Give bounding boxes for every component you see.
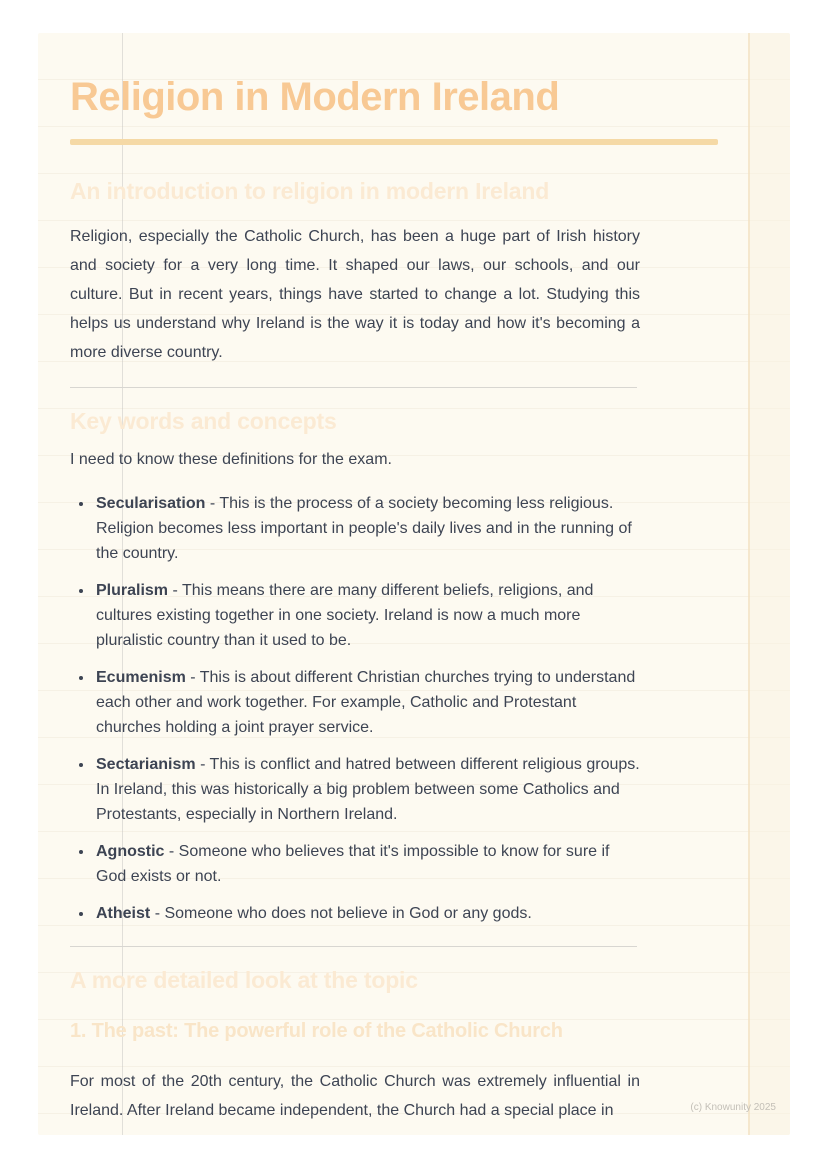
term-label: Atheist [96,905,151,922]
title-divider [70,139,718,145]
list-item-atheist [94,901,640,926]
section-keywords [70,408,758,926]
keywords-lead: I need to know these definitions for the exam. [70,451,392,468]
document-page [38,33,790,1135]
section-heading-detailed: A more detailed look at the topic [70,967,418,993]
document-content [70,75,758,1125]
list-item-agnostic [94,839,640,889]
section-divider [70,946,637,947]
list-item-pluralism [94,578,640,653]
term-label: Pluralism [96,582,169,599]
page-title: Religion in Modern Ireland [70,75,560,119]
intro-paragraph: Religion, especially the Catholic Church, has been a huge part of Irish history and society for a very long time. It shaped our laws, our schools, and our culture. But in recent years, things have started to change a lot. Studying this helps us understand why Ireland is the way it is today and how it's becoming a more diverse country. [70,228,640,361]
term-definition: - Someone who does not believe in God or any gods. [154,905,532,922]
list-item-ecumenism [94,665,640,740]
subsection-heading-past: 1. The past: The powerful role of the Catholic Church [70,1020,563,1042]
term-label: Secularisation [96,495,206,512]
term-label: Sectarianism [96,756,196,773]
term-definition: - This is conflict and hatred between different religious groups. In Ireland, this was historically a big problem between some Catholics and Protestants, especially in Northern Ireland. [96,756,640,823]
list-item-secularisation [94,491,640,566]
term-label: Ecumenism [96,669,186,686]
section-detailed [70,967,758,1125]
copyright-credit: (c) Knowunity 2025 [690,1102,776,1113]
term-definition: - Someone who believes that it's impossible to know for sure if God exists or not. [96,843,610,885]
list-item-sectarianism [94,752,640,827]
term-definition: - This is the process of a society becoming less religious. Religion becomes less important in people's daily lives and in the running of the country. [96,495,632,562]
section-intro [70,178,758,367]
section-divider [70,387,637,388]
section-heading-keywords: Key words and concepts [70,408,337,434]
term-definition: - This means there are many different beliefs, religions, and cultures existing together in one society. Ireland is now a much more pluralistic country than it used to be. [96,582,594,649]
definitions-list [70,491,640,926]
term-label: Agnostic [96,843,165,860]
term-definition: - This is about different Christian churches trying to understand each other and work together. For example, Catholic and Protestant churches holding a joint prayer service. [96,669,636,736]
detailed-paragraph: For most of the 20th century, the Catholic Church was extremely influential in Ireland. After Ireland became independent, the Church had a special place in [70,1073,640,1119]
section-heading-intro: An introduction to religion in modern Ireland [70,178,550,204]
